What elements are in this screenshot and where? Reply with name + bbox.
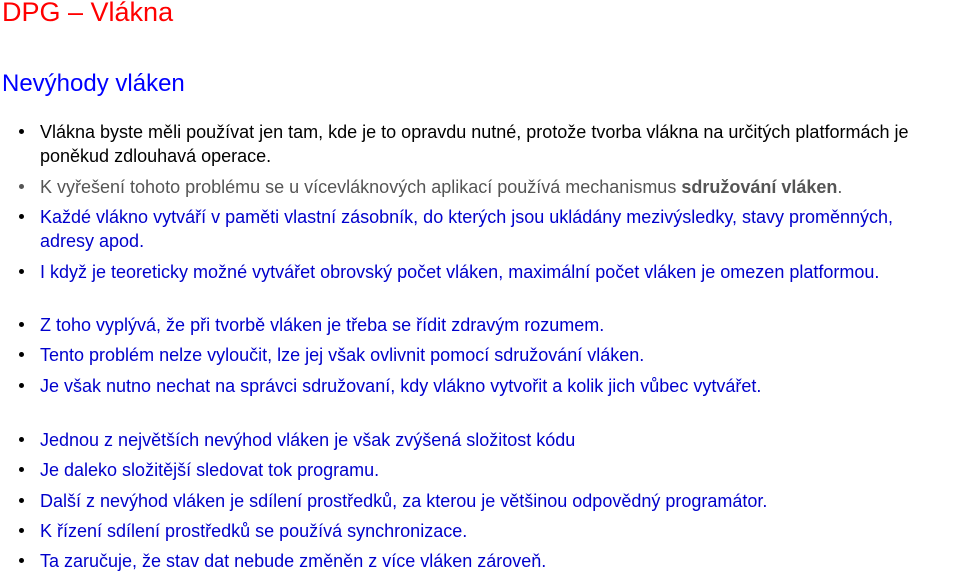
bullet-text-end: . — [837, 177, 843, 197]
bullet-item — [40, 428, 945, 452]
bullet-text: Ta zaručuje, že stav dat nebude změněn z více vláken zároveň. — [40, 551, 547, 571]
bullet-text: Každé vlákno vytváří v paměti vlastní zásobník, do kterých jsou ukládány mezivýsledky, stavy proměnných, adresy apod. — [40, 207, 894, 251]
bullet-item — [40, 313, 945, 337]
slide-title: DPG – Vlákna — [2, 0, 174, 27]
bullet-text: Je však nutno nechat na správci sdružovaní, kdy vlákno vytvořit a kolik jich vůbec vytvářet. — [40, 376, 762, 396]
bullet-text: K vyřešení tohoto problému se u vícevláknových aplikací používá mechanismus — [40, 177, 682, 197]
bullet-text: Vlákna byste měli používat jen tam, kde je to opravdu nutné, protože tvorba vlákna na určitých platformách je poněkud zdlouhavá operace. — [40, 122, 909, 166]
bullet-bold-term: sdružování vláken — [681, 177, 838, 197]
bullet-item — [40, 458, 945, 482]
bullet-text: Je daleko složitější sledovat tok programu. — [40, 460, 380, 480]
bullet-item — [40, 549, 945, 573]
bullet-item — [40, 260, 945, 284]
bullet-item — [40, 489, 945, 513]
bullet-text: I když je teoreticky možné vytvářet obrovský počet vláken, maximální počet vláken je omezen platformou. — [40, 262, 880, 282]
bullet-item — [40, 519, 945, 543]
bullet-item — [40, 120, 945, 168]
bullet-text: Jednou z největších nevýhod vláken je však zvýšená složitost kódu — [40, 430, 576, 450]
bullet-item — [40, 374, 945, 398]
bullet-text: Tento problém nelze vyloučit, lze jej však ovlivnit pomocí sdružování vláken. — [40, 345, 645, 365]
bullet-text: K řízení sdílení prostředků se používá synchronizace. — [40, 521, 468, 541]
bullet-item — [40, 343, 945, 367]
bullet-text: Z toho vyplývá, že při tvorbě vláken je třeba se řídit zdravým rozumem. — [40, 315, 605, 335]
bullet-text: Další z nevýhod vláken je sdílení prostředků, za kterou je většinou odpovědný programátor. — [40, 491, 768, 511]
bullet-item — [40, 175, 945, 199]
slide-subtitle: Nevýhody vláken — [2, 70, 185, 97]
bullet-item — [40, 205, 945, 253]
